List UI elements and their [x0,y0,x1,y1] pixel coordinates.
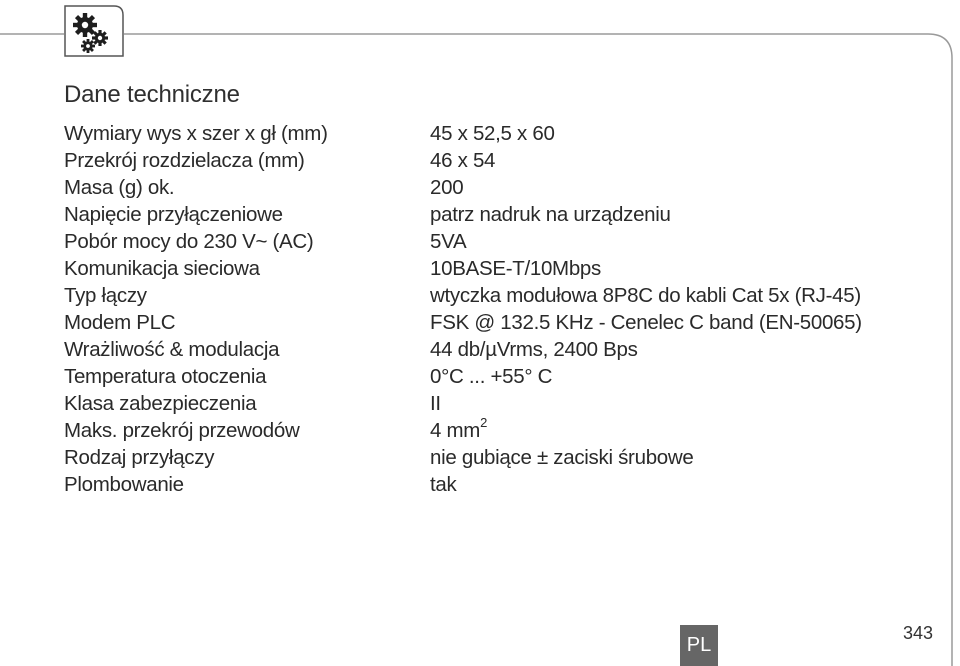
spec-value: 45 x 52,5 x 60 [430,122,555,145]
spec-value: 44 db/µVrms, 2400 Bps [430,338,638,361]
spec-value: nie gubiące ± zaciski śrubowe [430,446,694,469]
spec-value: patrz nadruk na urządzeniu [430,203,671,226]
spec-value-superscript: 2 [480,415,487,431]
spec-value: FSK @ 132.5 KHz - Cenelec C band (EN-50065) [430,311,862,334]
page-number: 343 [903,623,934,643]
spec-label: Rodzaj przyłączy [64,446,215,469]
spec-value: 200 [430,176,464,199]
spec-value: wtyczka modułowa 8P8C do kabli Cat 5x (RJ-45) [430,284,861,307]
spec-value-with-superscript [430,417,487,444]
spec-value: 10BASE-T/10Mbps [430,257,601,280]
spec-label: Napięcie przyłączeniowe [64,203,283,226]
spec-label: Pobór mocy do 230 V~ (AC) [64,230,314,253]
spec-label: Plombowanie [64,473,184,496]
spec-value: 5VA [430,230,467,253]
language-badge: PL [680,625,718,666]
spec-label: Przekrój rozdzielacza (mm) [64,149,305,172]
spec-value: 46 x 54 [430,149,496,172]
spec-label: Wymiary wys x szer x gł (mm) [64,122,328,145]
spec-value: II [430,392,441,415]
spec-label: Typ łączy [64,284,147,307]
spec-label: Wrażliwość & modulacja [64,338,280,361]
spec-value: tak [430,473,457,496]
spec-label: Temperatura otoczenia [64,365,267,388]
spec-value: 0°C ... +55° C [430,365,553,388]
spec-label: Modem PLC [64,311,176,334]
spec-label: Komunikacja sieciowa [64,257,260,280]
spec-label: Maks. przekrój przewodów [64,419,300,442]
spec-label: Klasa zabezpieczenia [64,392,257,415]
settings-gears-icon [64,5,124,57]
section-title: Dane techniczne [64,81,240,108]
spec-value-text: 4 mm [430,419,481,442]
spec-label: Masa (g) ok. [64,176,175,199]
